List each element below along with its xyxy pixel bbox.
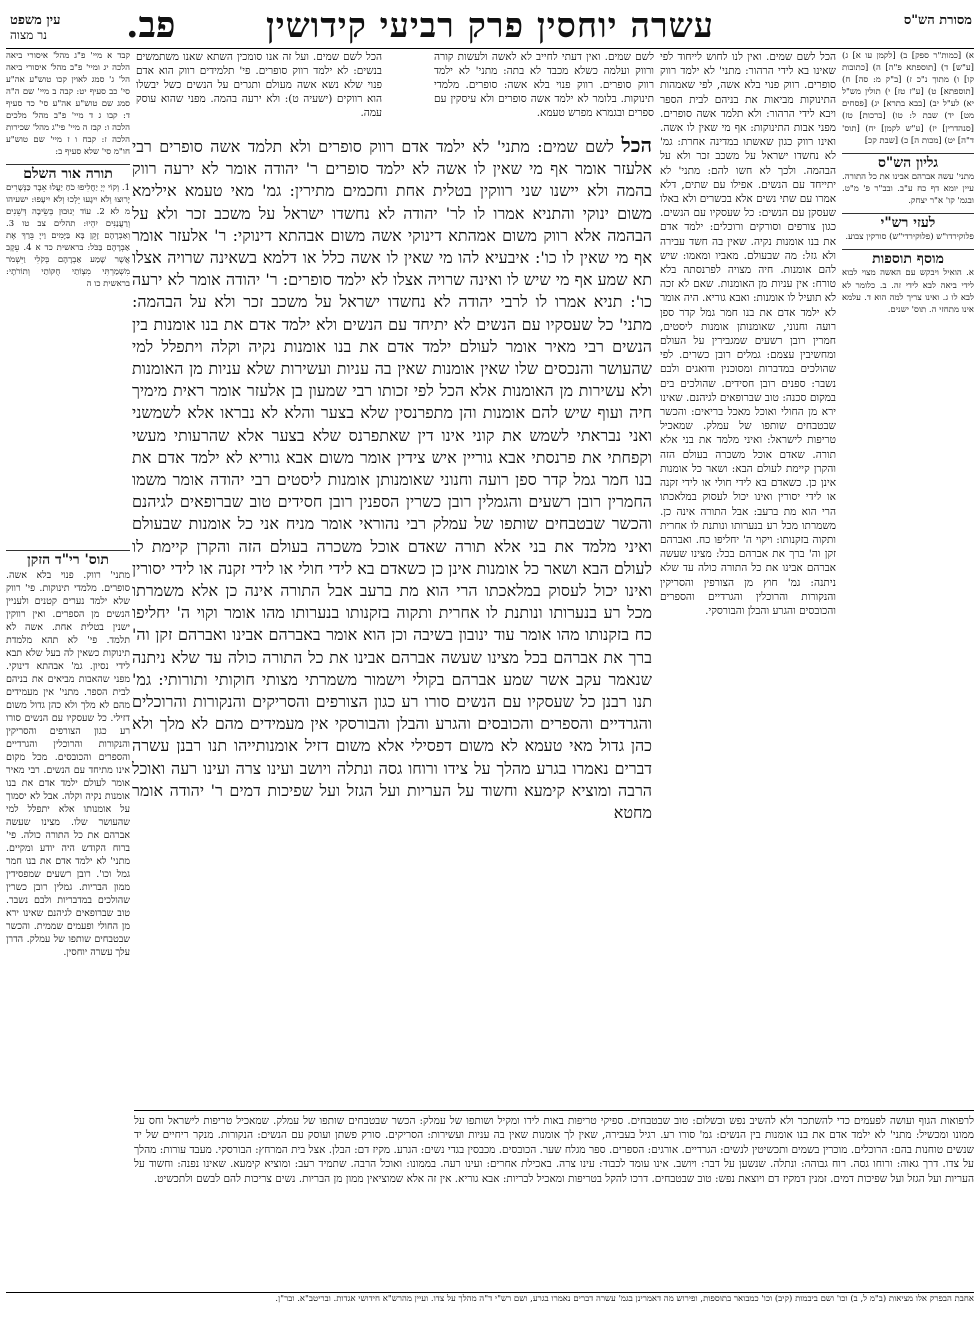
gilyon-text: מתני' עשה אברהם אבינו את כל התורה. עיין יומא דף כח ע"ב. ובב"ר פ' מ"ט. ובגמ' קו' א"ר יצחק.	[842, 171, 974, 207]
gemara-column	[132, 134, 652, 1114]
footer-notes	[6, 1294, 974, 1324]
laaz-title: לעזי רש"י	[842, 213, 974, 229]
folio-number: פב.	[126, 4, 176, 46]
masoret-text: א) [כמות"ר ספק] ב) [לקמן עו א] ג) [ע"ש] ד) [תוספתא פ"ה] ה) [כתובות קו] ו) מתוך נ"כ ז) [ב"ק מ: סה] ח) [תוספתא] ט) [ע"ז טז] י) תולין מש"ל יא) לע"ל יב) [בבא בתרא] יג) [פסחים מט] יד) שבת ל: טו) [ברכות] טז) [סנהדרין] יז) [ע"ש לקמן] יח) [תוס' ד"ה] יט) [מכות ה] כ) [שבת קכ]	[842, 51, 974, 146]
bottom-commentary-text: לרפואות הגוף ועושה לפעמים כדי להשתכר ולא להשיב נפש ובשלום: טוב שבטבחים. ספיקי טריפות באות לידו ומקיל ושותפו של עמלק: הכשר שבטבחים שותפו של עמלק. שמאכיל טריפות לישראל וחס על ממונו ומכשיל: מתני' לא ילמד אדם את בנו אומנות בין הנשים: גמ' סורו רע. רגיל בעבירה, שאין לך אומנות שאין בה עניות ועשירות: הסריקים. סורק פשתן ועוסק עם הנשים: הנקורות. מנקר ריחיים של יד שנשים טוחנות בהם: הרוכלים. מוכרין בשמים ותכשיטין לנשים: הגרדיים. אורגים: הספרים. ספר מגלח שער. הכובסים. מכבסין בגדי נשים: הגרע. מקיז דם: הבלן. אצל בית המרחץ: הבורסקי. מעבד עורות: מהלך על צדו. דרך גאוה: ורוחו גסה. רוח גבוהה: ונתלה. שנשען על דבר: ויושב. אינו עומד לכבוד: עינו צרה. באכילת אחרים: ועינו רעה. בממונו: ואוכל הרבה. שתמיד רעב: ומוציא קימעא. שאינו נפנה: וחשוד על העריות ועל הגזל ועל שפיכות דמים. זמנין דמקיז דם ויוצאת נפש: טוב שבטבחים. דרכו להקל בטריפות ומאכיל לבריות: אבא גוריא. אין זה אלא שמוציאין ממון מן הבריות. נשים צריכות להם לבשם ולתכשיט.	[134, 1115, 974, 1185]
page-header	[6, 4, 974, 50]
ein-title: עין משפט	[10, 13, 61, 28]
page-title: עשרה יוחסין פרק רביעי קידושין	[266, 6, 714, 46]
torah-or-text: 1. וְקוֹי יְיָ יַחֲלִיפוּ כֹחַ יַעֲלוּ אֵבֶר כַּנְּשָׁרִים יָרוּצוּ וְלֹא יִיגָעוּ יֵלְכוּ וְלֹא יִיעָפוּ: ישעיהו מ לא 2. עוֹד יְנוּבוּן בְּשֵׂיבָה דְּשֵׁנִים וְרַעֲנַנִּים יִהְיוּ: תהלים צב טו 3. וְאַבְרָהָם זָקֵן בָּא בַּיָּמִים וַייָ בֵּרַךְ אֶת אַבְרָהָם בַּכֹּל: בראשית כד א 4. עֵקֶב אֲשֶׁר שָׁמַע אַבְרָהָם בְּקֹלִי וַיִּשְׁמֹר מִשְׁמַרְתִּי מִצְוֹתַי חֻקּוֹתַי וְתוֹרֹתָי: בראשית כו ה	[6, 183, 130, 289]
ein-mishpat-header	[10, 12, 60, 43]
ritva-text: מתני' רווק. פנוי בלא אשה. סופרים. מלמדי תינוקות. פי' רווק שלא ילמד נערים קטנים ולעניין הנשים מן הספרים. ואין רווקין ישנין בטלית אחת. אשה לא תלמד. פי' לא תהא מלמדת תינוקות כשאין לה בעל שלא תבא לידי נסיון. גמ' אבהתא דינוקי. מפני שהאבות מביאים את בניהם לבית הספר. מתני' אין מעמידים מהם לא מלך ולא כהן גדול משום דזילי. כל שעסקיו עם הנשים סורו רע כגון הצורפים והסריקין והנקורות והרוכלין והגרדיים והספרים והכובסים. מכל מקום אינו מתיחד עם הנשים. רבי מאיר אומר לעולם ילמד אדם את בנו אומנות נקיה וקלה. אבל לא יסמוך על אומנותו אלא יתפלל למי שהעושר שלו. מצינו שעשה אברהם את כל התורה כולה. פי' ברוח הקודש היה יודע ומקיים. מתני' לא ילמד אדם את בנו חמר גמל וכו'. רובן רשעים שמפסידין ממון הבריות. גמלין רובן כשרין שהולכים במדבריות ולבם נשבר. טוב שברופאים לגיהנם שאינו ירא מן החולי ופעמים שממית. והכשר שבטבחים שותפו של עמלק. הדרן עלך עשרה יוחסין.	[6, 570, 130, 958]
ein-subtitle: נר מצוה	[10, 28, 47, 42]
rashi-column	[660, 50, 836, 1250]
masoret-column	[842, 50, 974, 1100]
torah-or-title: תורה אור השלם	[6, 164, 130, 180]
musaf-title: מוסף תוספות	[842, 249, 974, 265]
ritva-title: תוס' רי"ד הזקן	[6, 550, 130, 567]
bottom-rule	[134, 1110, 974, 1111]
tosafot-top-right-text: לשם שמים. ואין דעתי לחייב לא לאשה ולעשות קורה ורווק ועלמה כשלא מכבד לא בתה: מתני' לא ילמד רווק סופרים. רווק פנוי בלא אשה: סופרים. מלמדי תינוקות. בלומר לא ילמד אשה סופרים ולא עיסקין עם ספרים ובגמרא מפרש טעמא.	[434, 51, 654, 119]
masoret-title: מסורת הש"ס	[903, 13, 972, 28]
gemara-text	[132, 134, 652, 824]
footer-text: אחבת הבפרק אלו מציאות (ב"מ ל, ב) וכו' ושם ביבמות (קיב) וכו' כמבואר בתוספות, ופירוש מה דאמרינן בגמ' עשרה דברים נאמרו בגרע, ושם רש"י ד"ה מהלך על צדו. ועיין מהרש"א חידושי אגדות. ובריטב"א. ובר"ן.	[275, 1294, 974, 1304]
tosafot-top-right	[434, 50, 654, 134]
rashi-text: הכל לשם שמים. ואין לנו לחוש לייחוד לפי שאינו בא לידי הרהור: מתני' לא ילמד רווק סופרים. רווק פנוי בלא אשה, לפי שאמהות התינוקות מביאות את בניהם לבית הספר ויבא לידי הרהור: ולא תלמד אשה סופרים. מפני אבות התינוקות: אף מי שאין לו אשה. ואינו רווק כגון שאשתו במדינה אחרת: גמ' לא נחשדו ישראל על משכב זכר ולא על הבהמה. ולכך לא חשו להם: מתני' לא יתייחד עם הנשים. אפילו עם שתים, דלא אמרו עם שתי נשים אלא בכשרים ולא באלו שעסקן עם הנשים: כל שעסקיו עם הנשים. כגון צורפים וסורקים ורוכלים: ילמד אדם את בנו אומנות נקיה. שאין בה חשד עבירה ולא גזל: מה שבעולם. מאביו ומאמו: שיש להם אומנות. חיה מצויה לפרנסתה בלא טורח: אין עניות מן האומנות. שאם לא זכה לא תועיל לו אומנות: ואבא גוריא. היה אומר לא ילמד אדם את בנו חמר גמל קדר ספן רועה וחנוני, שאומנותן אומנות ליסטים, חמרין רובן רשעים שמגבירין על העולם ומחשיבין עצמם: גמלים רובן כשרים. לפי שהולכים במדברות ומסוכנין ודואגים ולבם נשבר: ספנים רובן חסידים. שהולכים בים במקום סכנה: טוב שברופאים לגיהנם. שאינו ירא מן החולי ואוכל מאכל בריאים: והכשר שבטבחים שותפו של עמלק. שמאכיל טריפות לישראל: ואיני מלמד את בני אלא תורה. שאדם אוכל משכרה בעולם הזה והקרן קיימת לעולם הבא: ושאר כל אומנות אינן כן. כשאדם בא לידי חולי או לידי זקנה או לידי יסורין ואינו יכול לעסוק במלאכתו הרי הוא מת ברעב: אבל התורה אינה כן. משמרתו מכל רע בנערותו ונותנת לו אחרית ותקוה בזקנותו: ויקוי ה' יחליפו כח. ואברהם זקן וה' ברך את אברהם בכל: מצינו שעשה אברהם אבינו את כל התורה כולה עד שלא ניתנה: גמ' חוץ מן הצורפין והסריקין והנקורות והרוכלין והגרדיים והספרים והכובסים והגרע והבלן והבורסקי.	[660, 51, 836, 617]
gilyon-title: גליון הש"ס	[842, 153, 974, 169]
musaf-text: א. הואיל ויבקש עם האשה מצוי לבוא לידי ביאה לבא לידי זה. ב. כלומר לא לבא לו ג. ואינו צריך למה הוא ד. עלמא אינו מתחזי ה. תוס' ישנים.	[842, 268, 974, 315]
gemara-body: לשם שמים: מתני' לא ילמד אדם רווק סופרים ולא תלמד אשה סופרים רבי אלעזר אומר אף מי שאין לו אשה לא ילמד סופרים ר' יהודה אומר לא ירעה רווק בהמה ולא יישנו שני רווקין בטלית אחת וחכמים מתירין: גמ' מאי טעמא אילימא משום ינוקי והתניא אמרו לו לר' יהודה לא נחשדו ישראל על משכב זכר ולא על הבהמה אלא רווק משום אמהתא דינוקי אשה משום אבהתא דינוקי: ר' אלעזר אומר אף מי שאין לו כו': איבעיא להו מי שאין לו אשה כלל או דלמא בשאינה שרויה אצלו תא שמע אף מי שיש לו ואינה שרויה אצלו לא ילמד סופרים: ר' יהודה אומר לא ירעה כו': תניא אמרו לו לרבי יהודה לא נחשדו ישראל על משכב זכר ולא על הבהמה: מתני' כל שעסקיו עם הנשים לא יתיחד עם הנשים ולא ילמד אדם את בנו אומנות בין הנשים רבי מאיר אומר לעולם ילמד אדם את בנו אומנות נקיה וקלה ויתפלל למי שהעושר והנכסים שלו שאין אומנות שאין בה עניות ועשירות שלא עניות מן האומנות ולא עשירות מן האומנות אלא הכל לפי זכותו רבי שמעון בן אלעזר אומר ראית מימיך חיה ועוף שיש להם אומנות והן מתפרנסין שלא בצער והלא לא נבראו אלא לשמשני ואני נבראתי לשמש את קוני אינו דין שאתפרנס שלא בצער אלא שהרעותי מעשי וקפחתי את פרנסתי אבא גוריין איש צידין אומר משום אבא גוריא לא ילמד אדם את בנו חמר גמל קדר ספן רועה וחנוני שאומנותן אומנות ליסטים רבי יהודה אומר משמו החמרין רובן רשעים והגמלין רובן כשרין הספנין רובן חסידים טוב שברופאים לגיהנם והכשר שבטבחים שותפו של עמלק רבי נהוראי אומר מניח אני כל אומנות שבעולם ואיני מלמד את בני אלא תורה שאדם אוכל משכרה בעולם הזה והקרן קיימת לו לעולם הבא ושאר כל אומנות אינן כן כשאדם בא לידי חולי או לידי זקנה או לידי יסורין ואינו יכול לעסוק במלאכתו הרי הוא מת ברעב אבל התורה אינה כן אלא משמרתו מכל רע בנערותו ונותנת לו אחרית ותקוה בזקנותו בנערותו מהו אומר וקוי ה' יחליפו כח בזקנותו מהו אומר עוד ינובון בשיבה וכן הוא אומר באברהם אבינו ואברהם זקן וה' ברך את אברהם בכל מצינו שעשה אברהם אבינו את כל התורה כולה עד שלא ניתנה שנאמר עקב אשר שמע אברהם בקולי וישמור משמרתי מצותי חוקותי ותורותי: גמ' תנו רבנן כל שעסקיו עם הנשים סורו רע כגון הצורפים והסריקים והנקורות והרוכלים והגרדיים והספרים והכובסים והגרע והבלן והבורסקי אין מעמידים מהם לא מלך ולא כהן גדול מאי טעמא לא משום דפסילי אלא משום דזיל אומנותייהו תנו רבנן עשרה דברים נאמרו בגרע מהלך על צידו ורוחו גסה ונתלה ויושב ועינו צרה ועינו רעה ואוכל הרבה ומוציא קימעא וחשוד על העריות ועל הגזל ועל שפיכות דמים ר' יהודה אומר מחטא	[132, 137, 652, 823]
gemara-opening-word: הכל	[621, 134, 652, 157]
tosafot-top-left-text: הכל לשם שמים. ועל זה אנו סומכין השתא שאנו משתמשים בנשים: לא ילמד רווק סופרים. פי' תלמידים רווק הוא אדם פנוי שלא נשא אשה מעולם ותגרים על הנשים כשל יבשלו הוא רווקים (ישעיה ט): ולא ירעה בהמה. מפני שהוא עוסק עמה.	[136, 51, 382, 119]
footer-rule	[6, 1292, 974, 1293]
laaz-text: פלוקירדו"ש (פלוקירדי"ש) סורקין צבוע.	[845, 232, 974, 243]
bottom-commentary	[134, 1114, 974, 1304]
tosafot-top-left	[136, 50, 382, 134]
ein-mishpat-text: קבד א מיי' פ"ג מהל' איסורי ביאה הלכה יג ומיי' פ"ב מהל' איסורי ביאה הל' ג' סמג לאוין קכו טוש"ע אה"ע סי' כב סעיף יט: קבה ב מיי' שם ה"ה סמג שם טוש"ע אה"ע סי' כד סעיף ד: קבו ג ד מיי' פ"ב מהל' מלכים הלכה ו: קבז ה מיי' פי"ג מהל' שכירות הלכה ז: קבח ו ז מיי' שם טוש"ע חו"מ סי' שלא סעיף ב:	[6, 51, 130, 157]
header-rule	[6, 48, 974, 49]
ein-mishpat-column	[6, 50, 130, 350]
ritva-column	[6, 544, 130, 1304]
talmud-page	[6, 4, 974, 1322]
